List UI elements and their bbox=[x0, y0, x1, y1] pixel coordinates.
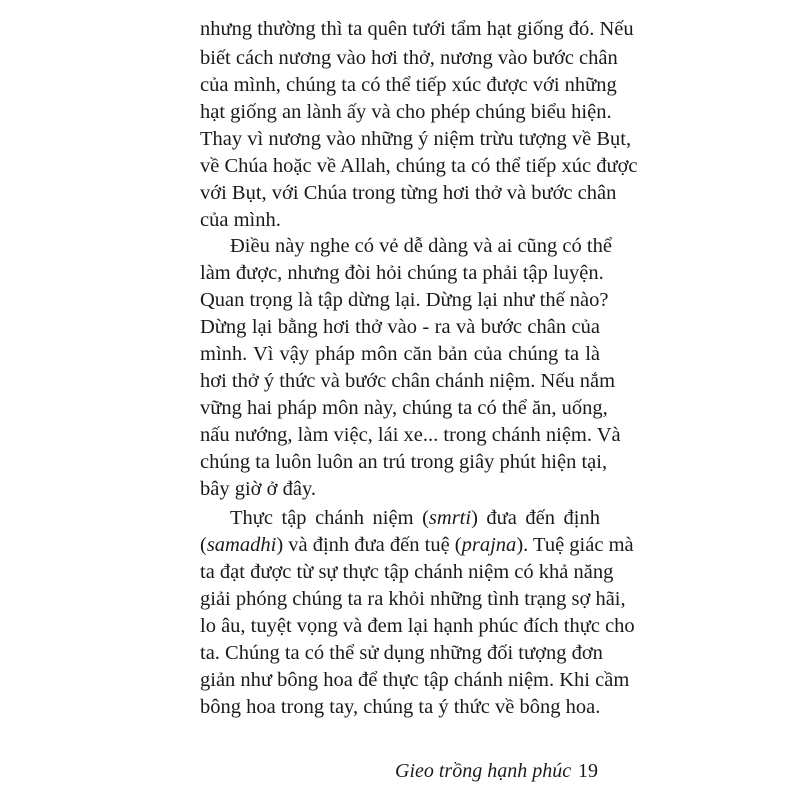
italic-term: smrti bbox=[428, 507, 472, 529]
italic-term: prajna bbox=[461, 534, 517, 556]
page-number: 19 bbox=[578, 760, 598, 782]
text-line: hạt giống an lành ấy và cho phép chúng biểu hiện. bbox=[200, 101, 612, 123]
text-line: nhưng thường thì ta quên tưới tẩm hạt giống đó. Nếu bbox=[200, 18, 634, 40]
text-line: bây giờ ở đây. bbox=[200, 478, 316, 500]
text-line: giản như bông hoa để thực tập chánh niệm. Khi cầm bbox=[200, 669, 630, 691]
text-line: lo âu, tuyệt vọng và đem lại hạnh phúc đích thực cho bbox=[200, 615, 635, 637]
text-line: (samadhi) và định đưa đến tuệ (prajna). Tuệ giác mà bbox=[200, 534, 634, 556]
text-line: mình. Vì vậy pháp môn căn bản của chúng ta là bbox=[200, 343, 600, 365]
text-line: chúng ta luôn luôn an trú trong giây phút hiện tại, bbox=[200, 451, 608, 473]
text-line: về Chúa hoặc về Allah, chúng ta có thể tiếp xúc được bbox=[200, 155, 638, 177]
text-line: Thay vì nương vào những ý niệm trừu tượng về Bụt, bbox=[200, 128, 632, 150]
running-footer-title: Gieo trồng hạnh phúc bbox=[395, 760, 572, 782]
text-line: bông hoa trong tay, chúng ta ý thức về bông hoa. bbox=[200, 696, 601, 718]
text-line: Điều này nghe có vẻ dễ dàng và ai cũng có thể bbox=[230, 235, 612, 257]
text-line: Dừng lại bằng hơi thở vào - ra và bước chân của bbox=[200, 316, 600, 338]
text-line: vững hai pháp môn này, chúng ta có thể ăn, uống, bbox=[200, 397, 608, 419]
text-line: với Bụt, với Chúa trong từng hơi thở và bước chân bbox=[200, 182, 617, 204]
text-line: làm được, nhưng đòi hỏi chúng ta phải tập luyện. bbox=[200, 262, 604, 284]
text-line: nấu nướng, làm việc, lái xe... trong chánh niệm. Và bbox=[200, 424, 621, 446]
text-line: của mình, chúng ta có thể tiếp xúc được với những bbox=[200, 74, 617, 96]
text-line: hơi thở ý thức và bước chân chánh niệm. Nếu nắm bbox=[200, 370, 616, 392]
text-line: của mình. bbox=[200, 209, 281, 231]
text-line: biết cách nương vào hơi thở, nương vào bước chân bbox=[200, 47, 618, 69]
text-line: ta. Chúng ta có thể sử dụng những đối tượng đơn bbox=[200, 642, 603, 664]
text-line: Thực tập chánh niệm (smrti) đưa đến định bbox=[230, 507, 600, 529]
text-line: ta đạt được từ sự thực tập chánh niệm có khả năng bbox=[200, 561, 614, 583]
text-line: giải phóng chúng ta ra khỏi những tình trạng sợ hãi, bbox=[200, 588, 626, 610]
italic-term: samadhi bbox=[206, 534, 277, 556]
text-line: Quan trọng là tập dừng lại. Dừng lại như thế nào? bbox=[200, 289, 609, 311]
